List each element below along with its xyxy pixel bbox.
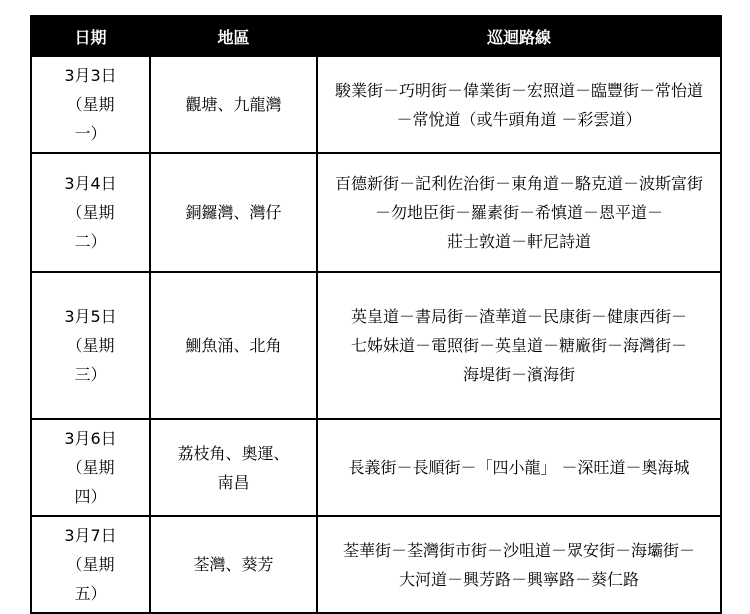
route-cell xyxy=(317,153,721,272)
weekday-text: （星期 xyxy=(66,336,115,355)
weekday-text: （星期 xyxy=(66,458,115,477)
route-cell xyxy=(317,516,721,613)
route-text: 英皇道－書局街－渣華道－民康街－健康西街－ xyxy=(350,307,687,326)
route-cell xyxy=(317,272,721,419)
weekday-text: 五） xyxy=(74,584,107,603)
date-cell xyxy=(31,153,150,272)
header-row xyxy=(31,16,721,56)
date-cell xyxy=(31,272,150,419)
table-row xyxy=(31,419,721,516)
table-row xyxy=(31,516,721,613)
area-cell xyxy=(150,153,317,272)
area-text: 荔枝角、奧運、 xyxy=(177,443,290,463)
table-row xyxy=(31,56,721,153)
area-cell xyxy=(150,516,317,613)
route-text: 大河道－興芳路－興寧路－葵仁路 xyxy=(398,569,639,589)
table-row xyxy=(31,272,721,419)
date-cell xyxy=(31,419,150,516)
date-text: 3月5日 xyxy=(64,307,117,326)
route-text: 海堤街－濱海街 xyxy=(462,365,575,384)
table-row xyxy=(31,153,721,272)
weekday-text: （星期 xyxy=(66,203,115,222)
area-text: 南昌 xyxy=(217,472,250,492)
date-text: 3月3日 xyxy=(64,66,117,85)
route-text: 駿業街－巧明街－偉業街－宏照道－臨豐街－常怡道－常悅道（或牛頭角道 －彩雲道） xyxy=(334,80,703,129)
area-text: 觀塘、九龍灣 xyxy=(185,95,282,114)
weekday-text: 四） xyxy=(74,487,107,506)
date-cell xyxy=(31,56,150,153)
area-cell xyxy=(150,419,317,516)
area-text: 銅鑼灣、灣仔 xyxy=(185,203,282,222)
date-text: 3月7日 xyxy=(64,526,117,545)
area-cell xyxy=(150,272,317,419)
route-cell xyxy=(317,56,721,153)
schedule-table xyxy=(30,15,722,614)
weekday-text: （星期 xyxy=(66,555,115,574)
weekday-text: （星期 xyxy=(66,95,115,114)
header-area: 地區 xyxy=(150,16,317,56)
date-text: 3月6日 xyxy=(64,429,117,448)
weekday-text: 三） xyxy=(74,365,107,384)
area-text: 荃灣、葵芳 xyxy=(193,555,274,574)
header-route: 巡迴路線 xyxy=(317,16,721,56)
area-cell xyxy=(150,56,317,153)
route-text: 七姊妹道－電照街－英皇道－糖廠街－海灣街－ xyxy=(350,336,687,355)
header-date: 日期 xyxy=(31,16,150,56)
route-text: 百德新街－記利佐治街－東角道－駱克道－波斯富街－勿地臣街－羅素街－希慎道－恩平道－ xyxy=(334,174,703,222)
date-text: 3月4日 xyxy=(64,174,117,193)
route-text: 長義街－長順街－「四小龍」 －深旺道－奧海城 xyxy=(348,458,690,477)
route-text: 荃華街－荃灣街市街－沙咀道－眾安街－海壩街－ xyxy=(342,540,695,560)
route-cell xyxy=(317,419,721,516)
weekday-text: 一） xyxy=(74,124,107,143)
weekday-text: 二） xyxy=(74,232,107,251)
date-cell xyxy=(31,516,150,613)
route-text: 莊士敦道－軒尼詩道 xyxy=(446,232,591,251)
area-text: 鰂魚涌、北角 xyxy=(185,336,282,355)
